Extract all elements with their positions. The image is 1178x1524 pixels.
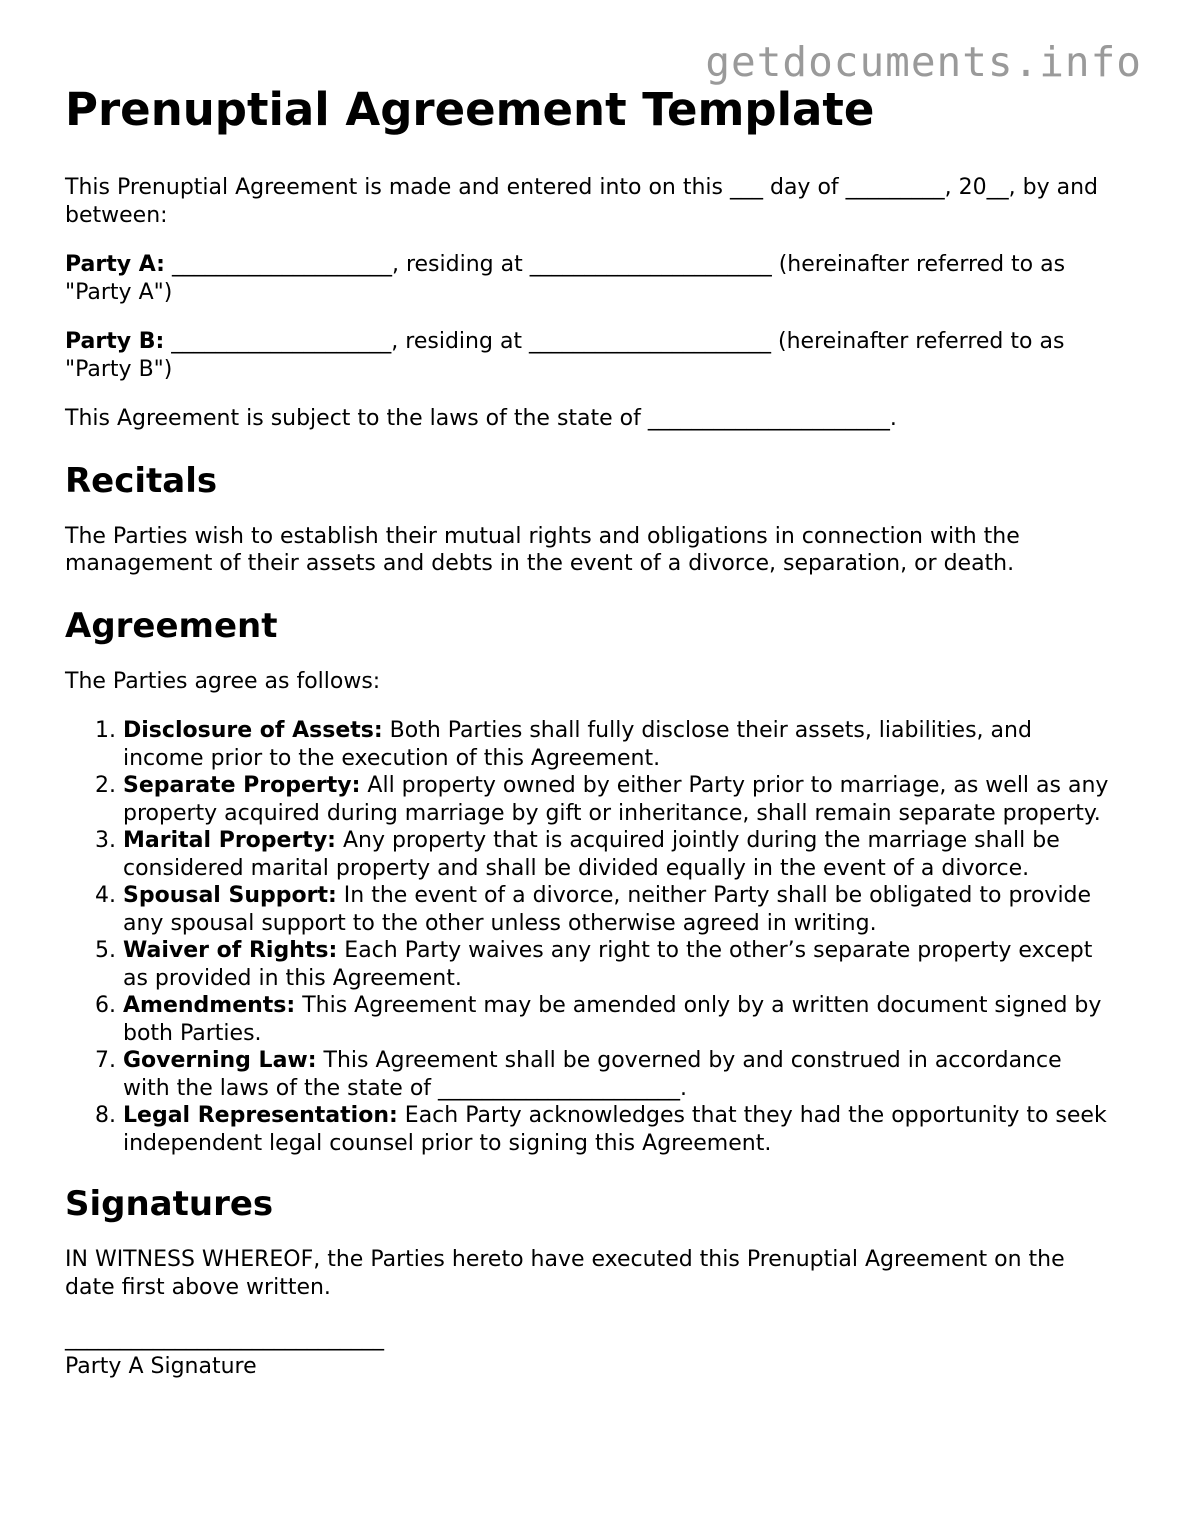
list-item [123, 1047, 1115, 1102]
intro-paragraph: This Prenuptial Agreement is made and entered into on this ___ day of _________, 20__, by and between: [65, 175, 1098, 228]
list-item-text: All property owned by either Party prior to marriage, as well as any property acquired during marriage by gift or inheritance, shall remain separate property. [123, 773, 1109, 826]
list-item [123, 937, 1115, 992]
party-a-label: Party A: [65, 252, 165, 277]
agreement-list [65, 717, 1115, 1157]
document-title: Prenuptial Agreement Template [65, 83, 875, 136]
party-a-paragraph [65, 251, 1115, 306]
governing-state-paragraph: This Agreement is subject to the laws of the state of ______________________. [65, 406, 897, 431]
list-item-text: Each Party waives any right to the other’s separate property except as provided in this Agreement. [123, 938, 1093, 991]
list-item-term: Separate Property: [123, 773, 361, 798]
party-a-text: ____________________, residing at ______________________ (hereinafter referred to as "Party A") [65, 252, 1066, 305]
list-item [123, 827, 1115, 882]
document-page [65, 80, 1115, 1380]
list-item [123, 882, 1115, 937]
list-item [123, 717, 1115, 772]
list-item-term: Waiver of Rights: [123, 938, 338, 963]
recitals-paragraph: The Parties wish to establish their mutual rights and obligations in connection with the management of their assets and debts in the event of a divorce, separation, or death. [65, 523, 1020, 576]
party-b-label: Party B: [65, 329, 165, 354]
list-item-term: Marital Property: [123, 828, 336, 853]
signatures-heading: Signatures [65, 1184, 274, 1224]
list-item [123, 992, 1115, 1047]
list-item-text: In the event of a divorce, neither Party shall be obligated to provide any spousal support to the other unless otherwise agreed in writing. [123, 883, 1092, 936]
list-item-term: Spousal Support: [123, 883, 337, 908]
list-item-term: Amendments: [123, 993, 296, 1018]
agreement-intro: The Parties agree as follows: [65, 668, 381, 694]
party-a-signature-label: Party A Signature [65, 1353, 257, 1379]
list-item-text: This Agreement shall be governed by and construed in accordance with the laws of the state of ______________________. [123, 1048, 1062, 1101]
list-item-text: Each Party acknowledges that they had the opportunity to seek independent legal counsel prior to signing this Agreement. [123, 1103, 1107, 1156]
list-item-term: Legal Representation: [123, 1103, 398, 1128]
party-b-paragraph [65, 328, 1115, 383]
list-item-text: This Agreement may be amended only by a written document signed by both Parties. [123, 993, 1102, 1046]
party-b-text: ____________________, residing at ______________________ (hereinafter referred to as "Party B") [65, 329, 1065, 382]
list-item [123, 772, 1115, 827]
list-item-text: Any property that is acquired jointly during the marriage shall be considered marital property and shall be divided equally in the event of a divorce. [123, 828, 1060, 881]
signature-line: _____________________________ [65, 1326, 384, 1351]
list-item-term: Disclosure of Assets: [123, 718, 383, 743]
recitals-heading: Recitals [65, 460, 218, 501]
list-item [123, 1102, 1115, 1157]
watermark: getdocuments.info [705, 38, 1142, 86]
list-item-text: Both Parties shall fully disclose their assets, liabilities, and income prior to the execution of this Agreement. [123, 718, 1032, 771]
witness-paragraph: IN WITNESS WHEREOF, the Parties hereto have executed this Prenuptial Agreement on the date first above written. [65, 1247, 1065, 1300]
list-item-term: Governing Law: [123, 1048, 317, 1073]
agreement-heading: Agreement [65, 605, 278, 646]
